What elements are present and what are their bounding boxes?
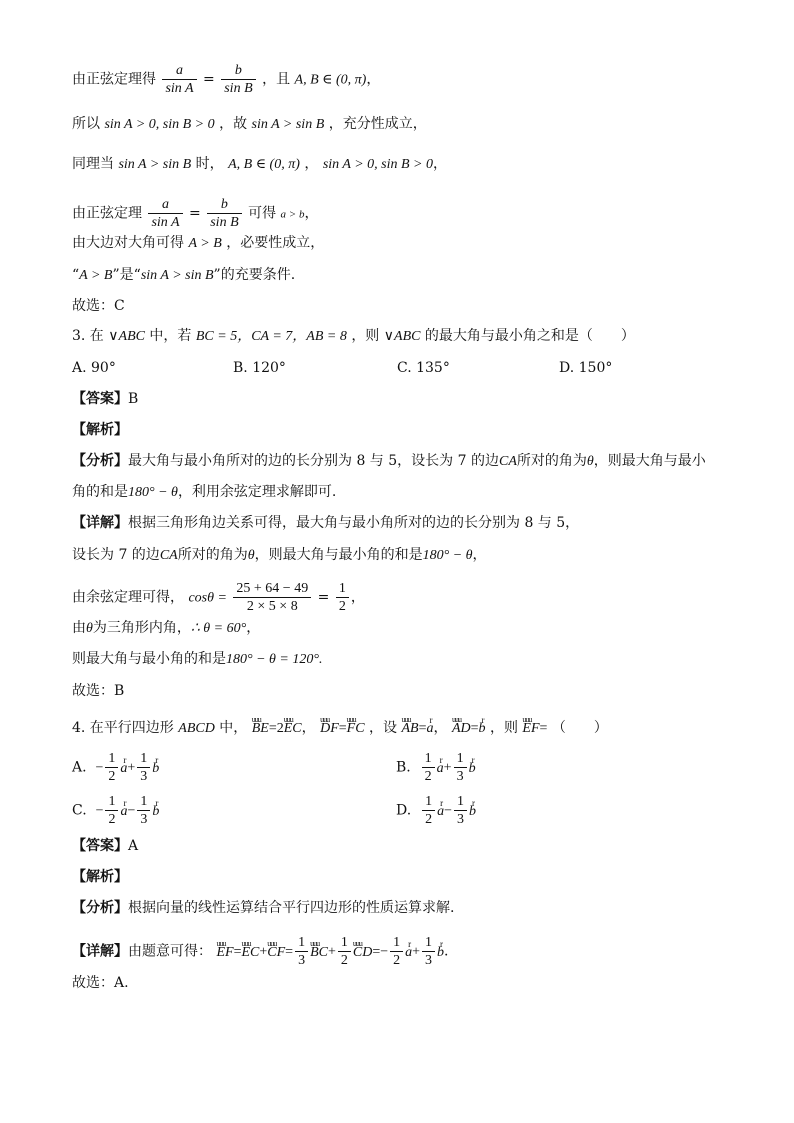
vector-CD: uuu CD bbox=[353, 943, 372, 963]
text: （ ） bbox=[551, 720, 608, 736]
fraction-one-half bbox=[336, 580, 349, 615]
vector-BC: uuu BC bbox=[310, 943, 328, 963]
text: ，则最大角与最小角的和是 bbox=[254, 547, 423, 563]
fenxi-tag: 【分析】 bbox=[72, 453, 128, 469]
text: 由题意可得： bbox=[128, 943, 212, 960]
fraction-one-half bbox=[422, 750, 435, 785]
q4-analysis-tag: 【解析】 bbox=[72, 869, 128, 885]
numerator: 1 bbox=[454, 750, 467, 768]
q4-option-a[interactable]: A. − $\frac{1}{2}$ r a+ $\frac{1}{3}$ r b bbox=[72, 750, 159, 785]
option-c[interactable]: C. 135° bbox=[397, 360, 450, 376]
vector-b: r b bbox=[469, 759, 476, 779]
q4-answer bbox=[72, 836, 138, 856]
q2-line-5 bbox=[72, 233, 324, 254]
fraction-a-over-sinA bbox=[148, 196, 182, 231]
text: 同理当 bbox=[72, 156, 114, 172]
math-expr: sin A > sin B bbox=[118, 157, 192, 172]
q3-xiangjie-1 bbox=[72, 513, 579, 533]
q2-line-3: 同理当 sin A > sin B 时， A, B ∈ (0, π) ， sin A > 0, sin B > 0， bbox=[72, 156, 447, 172]
denominator: 3 bbox=[140, 769, 148, 784]
vector-EC: uuu EC bbox=[241, 943, 259, 963]
q4-stem: 4. 在平行四边形 ABCD 中， uuu BE=2uuu EC， uuu DF=uuu FC ，设 uuu AB=r a， uuu AD=r b ，则 uuu EF= （ ） bbox=[72, 718, 608, 739]
numerator: 1 bbox=[338, 934, 351, 952]
vector-b: r b bbox=[479, 719, 486, 739]
vector-BE: uuu BE bbox=[252, 719, 269, 739]
text: 中，若 bbox=[149, 328, 192, 344]
vector-a: r a bbox=[437, 759, 444, 779]
denominator: 2 bbox=[108, 769, 116, 784]
vector-b: r b bbox=[152, 802, 159, 822]
q3-xiangjie-4: 由θ为三角形内角，∴ θ = 60°， bbox=[72, 620, 261, 636]
vector-AD: uuu AD bbox=[452, 719, 471, 739]
vector-a: r a bbox=[120, 802, 127, 822]
q4-xiangjie: 【详解】由题意可得： uuu EF=uuu EC+uuu CF= $\frac{1}{3}$ uuu BC+ $\frac{1}{2}$ uuu CD=− $\frac{1}{2}$ r a+ $\frac{1}{3}$ r b. bbox=[72, 934, 448, 969]
fraction-one-third bbox=[454, 793, 467, 828]
math-expr: θ bbox=[247, 548, 255, 563]
equals: = bbox=[189, 205, 201, 222]
fraction-one-third bbox=[295, 934, 308, 969]
text: ，故 bbox=[219, 116, 248, 132]
text: ，充分性成立， bbox=[328, 116, 427, 132]
q3-xiangjie-3: 由余弦定理可得， cosθ = $\frac{25 + 64 - 49}{2 \times 5 \times 8}$ = $\frac{1}{2}$ ， bbox=[72, 581, 365, 614]
equals: = bbox=[203, 71, 215, 88]
math-expr: CA bbox=[159, 548, 178, 563]
q2-line-4: 由正弦定理 $\frac{a}{\text{sin A}}$ = $\frac{b}{\text{sin B}}$ 可得 a > b， bbox=[72, 197, 319, 230]
text: ，且 bbox=[262, 71, 291, 88]
vector-b: r b bbox=[469, 802, 476, 822]
numerator: 1 bbox=[105, 793, 118, 811]
text: 根据向量的线性运算结合平行四边形的性质运算求解. bbox=[128, 900, 455, 916]
numerator: 1 bbox=[295, 934, 308, 952]
fraction-one-half bbox=[105, 750, 118, 785]
math-expr: sin A > sin B bbox=[251, 117, 325, 132]
xiangjie-tag: 【详解】 bbox=[72, 515, 128, 531]
q4-option-d[interactable]: D. $\frac{1}{2}$ r a− $\frac{1}{3}$ r b bbox=[396, 793, 476, 828]
option-label: B. bbox=[396, 759, 411, 776]
math-expr: A > B bbox=[188, 236, 222, 251]
vector-a: r a bbox=[405, 943, 412, 963]
option-b[interactable]: B. 120° bbox=[233, 360, 286, 376]
text: 则最大角与最小角的和是 bbox=[72, 651, 226, 667]
numerator: b bbox=[221, 62, 255, 80]
q2-line-6 bbox=[72, 265, 295, 286]
math-expr: sin A > 0, sin B > 0 bbox=[322, 157, 433, 172]
q3-fenxi-2 bbox=[72, 482, 336, 503]
q3-xiangjie-2: 设长为 7 的边CA所对的角为θ，则最大角与最小角的和是180° − θ， bbox=[72, 547, 487, 563]
fenxi-tag: 【分析】 bbox=[72, 900, 128, 916]
math-expr: cosθ = bbox=[188, 590, 227, 606]
denominator: 2 bbox=[393, 953, 401, 968]
math-expr: sin A > 0, sin B > 0 bbox=[104, 117, 215, 132]
fraction-one-half bbox=[338, 934, 351, 969]
q4-option-c[interactable]: C. − $\frac{1}{2}$ r a− $\frac{1}{3}$ r b bbox=[72, 793, 159, 828]
math-expr: CA bbox=[498, 454, 517, 469]
vector-EF: uuu EF bbox=[216, 943, 233, 963]
text: ，利用余弦定理求解即可. bbox=[177, 484, 337, 500]
answer-tag: 【答案】 bbox=[72, 391, 128, 407]
numerator: a bbox=[162, 62, 196, 80]
q3-answer bbox=[72, 389, 138, 409]
denominator: sin A bbox=[165, 81, 194, 96]
math-expr: 180° − θ bbox=[422, 548, 473, 563]
text: 由余弦定理可得， bbox=[72, 589, 184, 606]
denominator: 3 bbox=[298, 953, 306, 968]
text: ，则 bbox=[489, 720, 518, 736]
math-expr: ∨ABC bbox=[108, 329, 145, 344]
denominator: sin B bbox=[224, 81, 253, 96]
option-a[interactable]: A. 90° bbox=[72, 360, 116, 376]
q2-answer: 故选：C bbox=[72, 298, 125, 314]
fraction-b-over-sinB bbox=[221, 62, 255, 97]
q3-xiangjie-5 bbox=[72, 649, 322, 670]
q2-line-1: 由正弦定理得 $\frac{a}{\text{sin A}}$ = $\frac{b}{\text{sin B}}$ ，且 A, B ∈ (0, π)， bbox=[72, 63, 381, 96]
text: 3. 在 bbox=[72, 328, 104, 344]
fraction-one-third bbox=[422, 934, 435, 969]
vector-DF: uuu DF bbox=[320, 719, 339, 739]
text: 时， bbox=[195, 156, 224, 172]
vector-b: r b bbox=[152, 759, 159, 779]
answer-tag: 【答案】 bbox=[72, 838, 128, 854]
text: 可得 bbox=[248, 205, 277, 222]
numerator: 1 bbox=[422, 934, 435, 952]
denominator: 2 bbox=[338, 599, 346, 614]
text: ，设 bbox=[369, 720, 398, 736]
numerator: 1 bbox=[336, 580, 349, 598]
numerator: 1 bbox=[454, 793, 467, 811]
q3-fenxi-1 bbox=[72, 451, 706, 472]
math-expr: A, B ∈ (0, π) bbox=[294, 72, 367, 88]
numerator: 1 bbox=[390, 934, 403, 952]
math-expr: 180° − θ bbox=[128, 485, 178, 500]
fraction-one-third bbox=[137, 793, 150, 828]
denominator: 3 bbox=[425, 953, 433, 968]
text: 由正弦定理 bbox=[72, 205, 142, 222]
numerator: a bbox=[148, 196, 182, 214]
fraction-one-half bbox=[422, 793, 435, 828]
fraction-one-third bbox=[454, 750, 467, 785]
denominator: 2 bbox=[108, 812, 116, 827]
text: 最大角与最小角所对的边的长分别为 8 与 5，设长为 7 的边 bbox=[128, 453, 499, 469]
text: 设长为 7 的边 bbox=[72, 547, 160, 563]
text: 所以 bbox=[72, 116, 100, 132]
vector-a: r a bbox=[120, 759, 127, 779]
vector-a: r a bbox=[437, 802, 444, 822]
q3-analysis-tag: 【解析】 bbox=[72, 422, 128, 438]
text: 由正弦定理得 bbox=[72, 71, 156, 88]
math-expr: θ bbox=[586, 454, 594, 469]
vector-a: r a bbox=[426, 719, 433, 739]
text: 4. 在平行四边形 bbox=[72, 720, 174, 736]
text: ，则最大角与最小 bbox=[593, 453, 706, 469]
text: 的最大角与最小角之和是（ ） bbox=[424, 328, 635, 344]
option-d[interactable]: D. 150° bbox=[559, 360, 613, 376]
denominator: 2 bbox=[340, 953, 348, 968]
math-expr: 180° − θ = 120°. bbox=[226, 652, 323, 667]
vector-EF: uuu EF bbox=[522, 719, 539, 739]
text: ”的充要条件. bbox=[213, 267, 296, 283]
vector-EC: uuu EC bbox=[284, 719, 302, 739]
equals: = bbox=[317, 589, 330, 606]
vector-FC: uuu FC bbox=[347, 719, 365, 739]
denominator: 2 × 5 × 8 bbox=[246, 599, 298, 614]
option-label: D. bbox=[396, 802, 412, 819]
text: 角的和是 bbox=[72, 484, 128, 500]
text: 由 bbox=[72, 620, 86, 636]
numerator: 25 + 64 − 49 bbox=[233, 580, 311, 598]
vector-AB: uuu AB bbox=[401, 719, 418, 739]
text: 为三角形内角， bbox=[92, 620, 191, 636]
math-expr: θ bbox=[86, 621, 93, 636]
xiangjie-tag: 【详解】 bbox=[72, 943, 128, 960]
denominator: 3 bbox=[457, 812, 464, 827]
q2-line-2 bbox=[72, 114, 427, 135]
text: ，必要性成立， bbox=[226, 235, 325, 251]
q3-end: 故选：B bbox=[72, 683, 125, 699]
math-expr: sin A > sin B bbox=[140, 268, 214, 283]
math-expr: BC = 5，CA = 7，AB = 8 bbox=[195, 329, 347, 344]
denominator: 3 bbox=[456, 769, 464, 784]
math-expr: ∴ θ = 60° bbox=[190, 621, 247, 636]
q4-option-b[interactable]: B. $\frac{1}{2}$ r a+ $\frac{1}{3}$ r b bbox=[396, 750, 476, 785]
numerator: 1 bbox=[422, 750, 435, 768]
denominator: sin B bbox=[210, 215, 239, 230]
vector-CF: uuu CF bbox=[267, 943, 285, 963]
math-expr: ABCD bbox=[178, 721, 215, 736]
denominator: 2 bbox=[425, 812, 433, 827]
q4-fenxi bbox=[72, 898, 454, 918]
fraction-cos bbox=[233, 580, 311, 615]
fraction-one-third bbox=[137, 750, 150, 785]
numerator: b bbox=[207, 196, 241, 214]
numerator: 1 bbox=[422, 793, 435, 811]
numerator: 1 bbox=[137, 793, 150, 811]
math-expr: A > B bbox=[79, 268, 113, 283]
text: “ bbox=[72, 267, 80, 283]
math-expr: a > b bbox=[280, 208, 305, 221]
answer-value: B bbox=[128, 391, 139, 407]
text: 中， bbox=[219, 720, 248, 736]
fraction-one-half bbox=[390, 934, 403, 969]
q4-end: 故选：A. bbox=[72, 975, 129, 991]
numerator: 1 bbox=[105, 750, 118, 768]
answer-value: A bbox=[128, 838, 139, 854]
denominator: sin A bbox=[151, 215, 180, 230]
denominator: 2 bbox=[424, 769, 432, 784]
text: 所对的角为 bbox=[516, 453, 587, 469]
text: ”是“ bbox=[112, 267, 141, 283]
q3-stem bbox=[72, 326, 635, 347]
fraction-one-half bbox=[105, 793, 118, 828]
numerator: 1 bbox=[137, 750, 150, 768]
fraction-a-over-sinA bbox=[162, 62, 196, 97]
option-label: A. bbox=[72, 759, 87, 776]
text: ，则 bbox=[351, 328, 380, 344]
text: 根据三角形角边关系可得，最大角与最小角所对的边的长分别为 8 与 5， bbox=[128, 515, 580, 531]
text: 由大边对大角可得 bbox=[72, 235, 184, 251]
math-expr: ∨ABC bbox=[383, 329, 421, 344]
math-expr: A, B ∈ (0, π) bbox=[228, 157, 300, 172]
option-label: C. bbox=[72, 802, 87, 819]
vector-b: r b bbox=[437, 943, 444, 963]
text: 所对的角为 bbox=[177, 547, 248, 563]
denominator: 3 bbox=[140, 812, 148, 827]
text: ， bbox=[304, 156, 319, 172]
fraction-b-over-sinB bbox=[207, 196, 241, 231]
